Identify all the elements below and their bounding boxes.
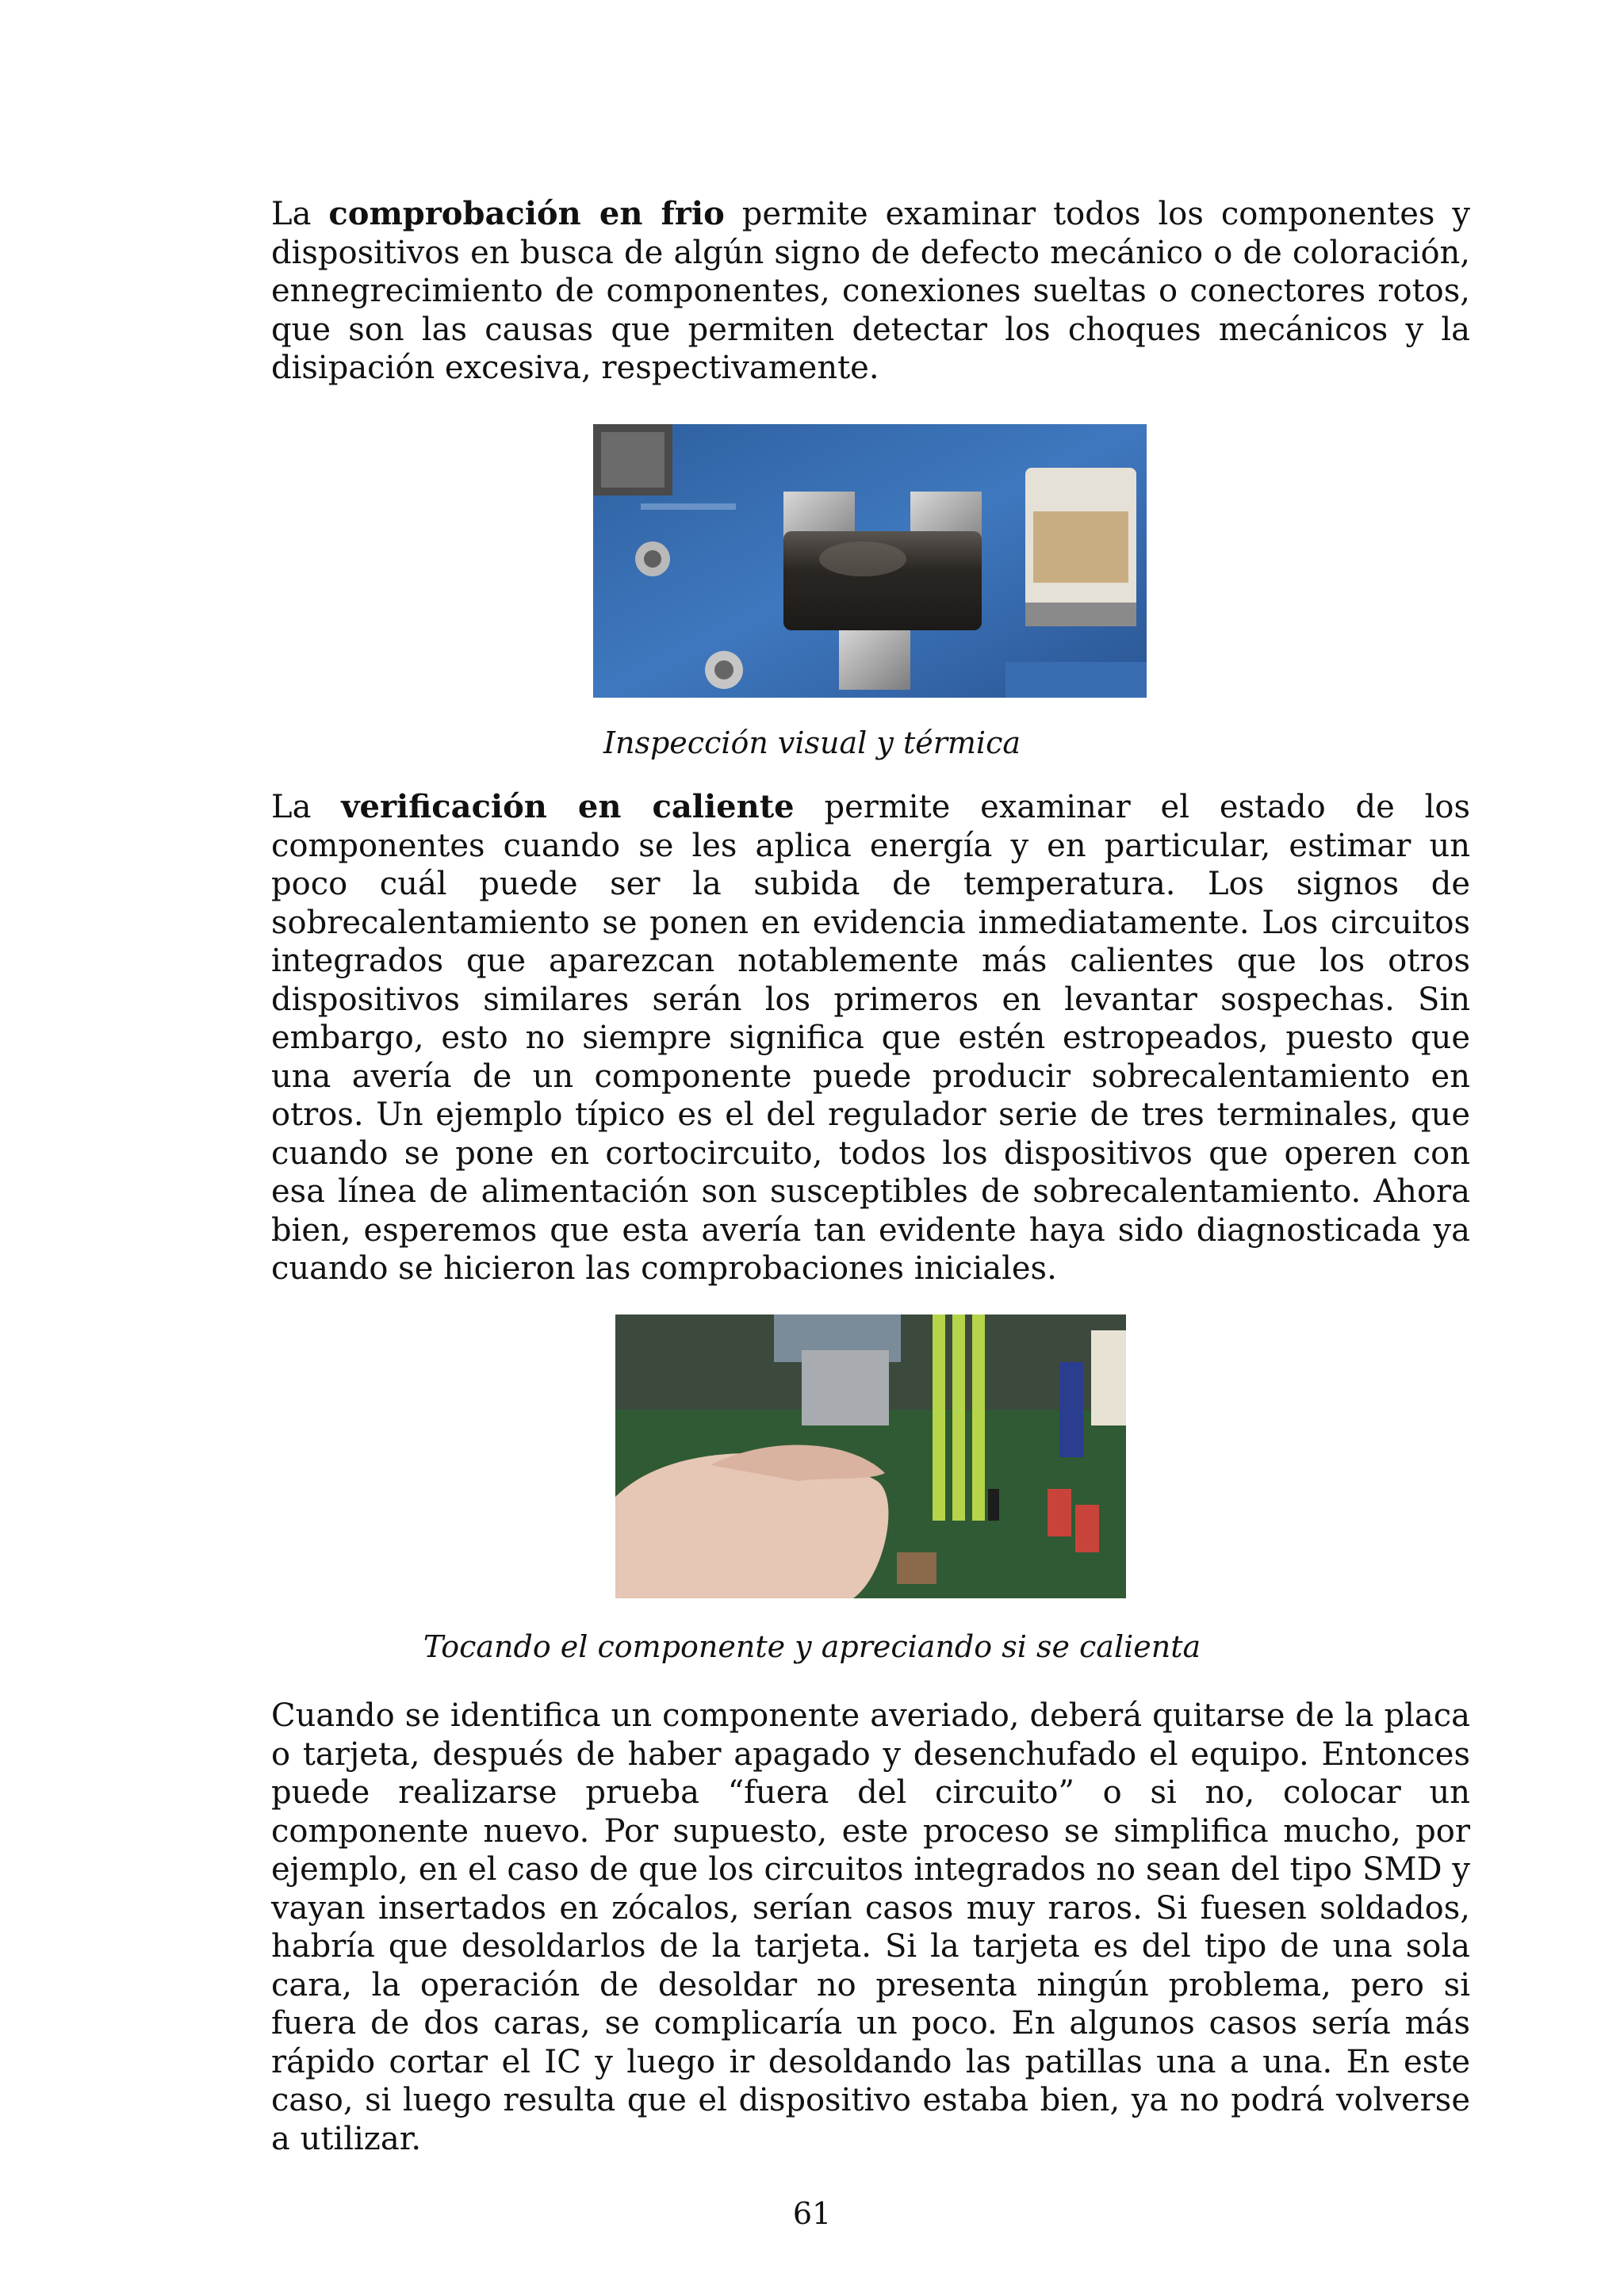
figure-touching-component-photo bbox=[615, 1314, 1126, 1598]
paragraph-prefix: La bbox=[271, 789, 342, 825]
burnt-component-illustration bbox=[593, 424, 1147, 698]
figure-burnt-component-photo bbox=[593, 424, 1147, 698]
paragraph-body: permite examinar el estado de los componentes cuando se les aplica energía y en particular, estimar un poco cuál puede ser la subida de temperatura. Los signos de sobrecalentamiento se ponen en evidencia inmediatamente. Los circuitos integrados que aparezcan notablemente más calientes que los otros dispositivos similares serán los primeros en levantar sospechas. Sin embargo, esto no siempre significa que estén estropeados, puesto que una avería de un componente puede producir sobrecalentamiento en otros. Un ejemplo típico es el del regulador serie de tres terminales, que cuando se pone en cortocircuito, todos los dispositivos que operen con esa línea de alimentación son susceptibles de sobrecalentamiento. Ahora bien, esperemos que esta avería tan evidente haya sido diagnosticada ya cuando se hicieron las comprobaciones iniciales. bbox=[271, 789, 1471, 1287]
page-number: 61 bbox=[792, 2196, 832, 2231]
figure-caption: Tocando el componente y apreciando si se calienta bbox=[423, 1629, 1201, 1664]
term-hot-check: verificación en caliente bbox=[341, 788, 795, 825]
paragraph-body: permite examinar todos los componentes y dispositivos en busca de algún signo de defecto mecánico o de coloración, ennegrecimiento de componentes, conexiones sueltas o conectores rotos, que son las causas que permiten detectar los choques mecánicos y la disipación excesiva, respectivamente. bbox=[271, 196, 1470, 386]
paragraph-hot-check bbox=[271, 788, 1470, 1288]
paragraph-faulty-component: Cuando se identifica un componente averiado, deberá quitarse de la placa o tarjeta, después de haber apagado y desenchufado el equipo. Entonces puede realizarse prueba “fuera del circuito” o si no, colocar un componente nuevo. Por supuesto, este proceso se simplifica mucho, por ejemplo, en el caso de que los circuitos integrados no sean del tipo SMD y vayan insertados en zócalos, serían casos muy raros. Si fuesen soldados, habría que desoldarlos de la tarjeta. Si la tarjeta es del tipo de una sola cara, la operación de desoldar no presenta ningún problema, pero si fuera de dos caras, se complicaría un poco. En algunos casos sería más rápido cortar el IC y luego ir desoldando las patillas una a una. En este caso, si luego resulta que el dispositivo estaba bien, ya no podrá volverse a utilizar. bbox=[271, 1697, 1470, 2157]
paragraph-prefix: La bbox=[271, 196, 329, 232]
figure-caption: Inspección visual y térmica bbox=[603, 725, 1021, 760]
paragraph-cold-check bbox=[271, 195, 1470, 388]
motherboard-hand-illustration bbox=[615, 1314, 1126, 1598]
term-cold-check: comprobación en frio bbox=[328, 195, 725, 232]
